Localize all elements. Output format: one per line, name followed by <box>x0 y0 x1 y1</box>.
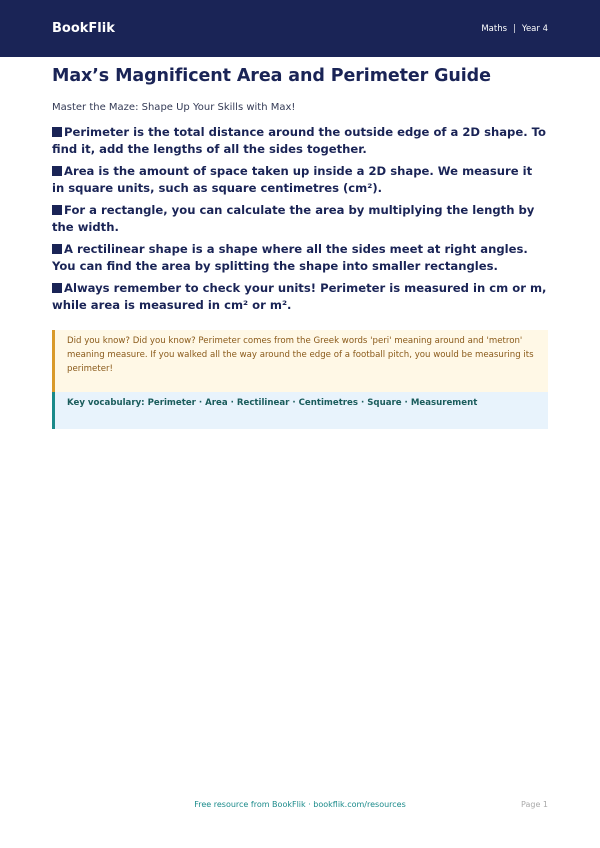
bullet-square-icon <box>52 283 62 293</box>
bullet-item <box>52 241 548 275</box>
brand-logo[interactable]: BookFlik <box>52 21 115 36</box>
header-meta <box>481 24 548 34</box>
bullet-item <box>52 163 548 197</box>
bullet-text: For a rectangle, you can calculate the area by multiplying the length by the width. <box>52 203 535 234</box>
page-title: Max’s Magnificent Area and Perimeter Guide <box>52 66 491 86</box>
bullet-square-icon <box>52 127 62 137</box>
fun-fact-box: Did you know? Did you know? Perimeter comes from the Greek words 'peri' meaning around and 'metron' meaning measure. If you walked all the way around the edge of a football pitch, you would be measuring its perimeter! <box>52 330 548 392</box>
header-bar <box>0 0 600 57</box>
bullet-square-icon <box>52 244 62 254</box>
subject-label: Maths <box>481 23 508 34</box>
bullet-square-icon <box>52 205 62 215</box>
main-content <box>52 62 548 429</box>
bullet-square-icon <box>52 166 62 176</box>
bullet-text: Area is the amount of space taken up inside a 2D shape. We measure it in square units, such as square centimetres (cm²). <box>52 164 533 195</box>
footer <box>52 800 548 814</box>
meta-separator: | <box>513 23 516 34</box>
page-subtitle: Master the Maze: Shape Up Your Skills with Max! <box>52 102 296 113</box>
bullet-item <box>52 280 548 314</box>
year-label: Year 4 <box>521 23 548 34</box>
footer-credit-link[interactable]: Free resource from BookFlik · bookflik.com/resources <box>194 800 406 809</box>
vocabulary-box: Key vocabulary: Perimeter · Area · Rectilinear · Centimetres · Square · Measurement <box>52 392 548 429</box>
bullet-list <box>52 124 548 314</box>
bullet-item <box>52 202 548 236</box>
bullet-text: Perimeter is the total distance around the outside edge of a 2D shape. To find it, add the lengths of all the sides together. <box>52 125 546 156</box>
bullet-text: Always remember to check your units! Perimeter is measured in cm or m, while area is measured in cm² or m². <box>52 281 547 312</box>
bullet-item <box>52 124 548 158</box>
bullet-text: A rectilinear shape is a shape where all the sides meet at right angles. You can find the area by splitting the shape into smaller rectangles. <box>52 242 528 273</box>
page-number: Page 1 <box>521 800 548 809</box>
